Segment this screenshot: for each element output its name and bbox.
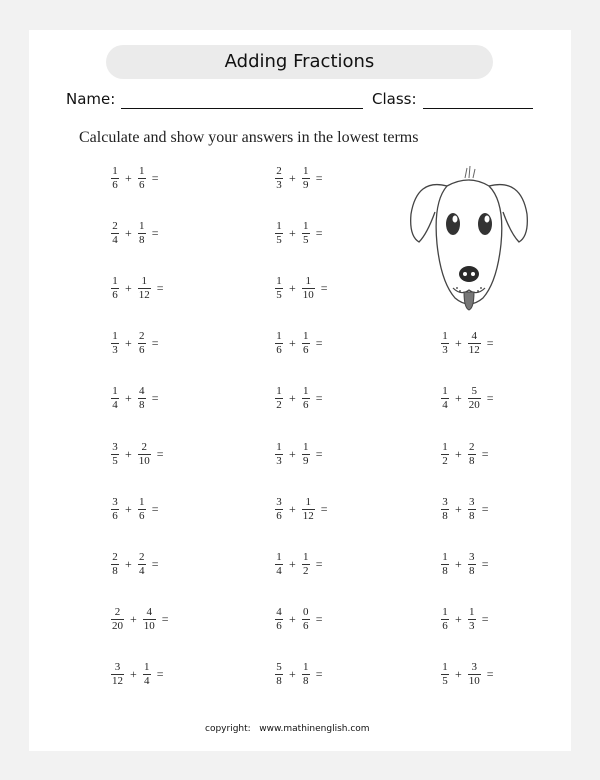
fraction-right	[143, 662, 151, 687]
footer	[205, 724, 370, 734]
denominator: 6	[276, 509, 282, 522]
fraction-right	[468, 331, 481, 356]
numerator: 1	[141, 274, 148, 287]
numerator: 1	[442, 330, 448, 343]
denominator: 6	[303, 344, 309, 357]
equals-sign: =	[156, 446, 164, 461]
website-link[interactable]: www.mathinenglish.com	[259, 724, 370, 734]
class-line[interactable]	[423, 108, 533, 109]
numerator: 1	[303, 661, 309, 674]
equals-sign: =	[156, 280, 164, 295]
numerator: 5	[276, 661, 282, 674]
denominator: 5	[276, 288, 282, 301]
denominator: 8	[469, 454, 475, 467]
fraction-right	[138, 276, 151, 301]
denominator: 2	[276, 399, 282, 412]
plus-sign: +	[130, 612, 137, 627]
fraction-right	[302, 221, 310, 246]
equals-sign: =	[486, 336, 494, 351]
fraction-left	[275, 442, 283, 467]
plus-sign: +	[125, 225, 132, 240]
plus-sign: +	[455, 612, 462, 627]
denominator: 8	[469, 509, 475, 522]
fraction-right	[302, 276, 315, 301]
numerator: 1	[139, 219, 145, 232]
denominator: 3	[469, 620, 475, 633]
fraction-right	[143, 607, 156, 632]
denominator: 5	[276, 233, 282, 246]
problem-item[interactable]	[439, 434, 493, 474]
problem-item[interactable]	[109, 268, 168, 308]
fraction-left	[275, 607, 283, 632]
equals-sign: =	[315, 556, 323, 571]
plus-sign: +	[125, 556, 132, 571]
denominator: 12	[302, 509, 314, 522]
fraction-left	[441, 552, 449, 577]
plus-sign: +	[455, 501, 462, 516]
equals-sign: =	[481, 501, 489, 516]
numerator: 1	[276, 330, 282, 343]
fraction-right	[468, 552, 476, 577]
denominator: 8	[469, 564, 475, 577]
numerator: 3	[112, 495, 118, 508]
fraction-right	[138, 386, 146, 411]
numerator: 3	[469, 495, 475, 508]
fraction-right	[468, 497, 476, 522]
fraction-left	[111, 442, 119, 467]
equals-sign: =	[486, 391, 494, 406]
fraction-left	[441, 662, 449, 687]
fraction-right	[138, 442, 151, 467]
fraction-right	[302, 386, 310, 411]
denominator: 6	[139, 178, 145, 191]
problem-item[interactable]	[273, 379, 327, 419]
denominator: 6	[112, 178, 118, 191]
plus-sign: +	[289, 170, 296, 185]
numerator: 1	[303, 164, 309, 177]
numerator: 4	[471, 330, 478, 343]
problem-item[interactable]	[273, 158, 327, 198]
fraction-right	[302, 552, 310, 577]
name-class-row	[66, 90, 536, 114]
plus-sign: +	[125, 501, 132, 516]
numerator: 4	[276, 606, 282, 619]
fraction-left	[275, 662, 283, 687]
fraction-right	[302, 607, 310, 632]
denominator: 8	[139, 233, 145, 246]
fraction-left	[275, 497, 283, 522]
numerator: 1	[276, 274, 282, 287]
problem-item[interactable]	[273, 655, 327, 695]
numerator: 1	[303, 330, 309, 343]
plus-sign: +	[289, 612, 296, 627]
numerator: 1	[303, 385, 309, 398]
fraction-left	[441, 607, 449, 632]
numerator: 0	[303, 606, 309, 619]
denominator: 9	[303, 454, 309, 467]
plus-sign: +	[289, 391, 296, 406]
fraction-left	[441, 442, 449, 467]
problem-item[interactable]	[439, 544, 493, 584]
plus-sign: +	[130, 667, 137, 682]
numerator: 1	[276, 550, 282, 563]
problem-item[interactable]	[109, 324, 163, 364]
numerator: 3	[471, 661, 478, 674]
equals-sign: =	[151, 391, 159, 406]
problem-item[interactable]	[273, 600, 327, 640]
plus-sign: +	[289, 556, 296, 571]
denominator: 5	[303, 233, 309, 246]
numerator: 1	[144, 661, 150, 674]
denominator: 6	[112, 509, 118, 522]
fraction-right	[468, 607, 476, 632]
problem-item[interactable]	[439, 379, 498, 419]
denominator: 8	[112, 564, 118, 577]
denominator: 4	[139, 564, 145, 577]
denominator: 10	[143, 620, 155, 633]
denominator: 8	[276, 675, 282, 688]
plus-sign: +	[125, 391, 132, 406]
equals-sign: =	[481, 556, 489, 571]
equals-sign: =	[151, 170, 159, 185]
worksheet-page	[29, 30, 571, 751]
problem-item[interactable]	[109, 379, 163, 419]
numerator: 1	[112, 274, 118, 287]
denominator: 3	[112, 344, 118, 357]
denominator: 5	[442, 675, 448, 688]
plus-sign: +	[289, 446, 296, 461]
numerator: 1	[112, 164, 118, 177]
equals-sign: =	[315, 336, 323, 351]
plus-sign: +	[289, 280, 296, 295]
fraction-left	[111, 276, 119, 301]
fraction-right	[138, 552, 146, 577]
fraction-right	[138, 331, 146, 356]
fraction-left	[111, 221, 119, 246]
equals-sign: =	[151, 501, 159, 516]
fraction-left	[111, 497, 119, 522]
plus-sign: +	[289, 501, 296, 516]
numerator: 1	[139, 495, 145, 508]
denominator: 6	[112, 288, 118, 301]
numerator: 1	[442, 550, 448, 563]
problem-item[interactable]	[109, 600, 173, 640]
equals-sign: =	[151, 225, 159, 240]
denominator: 2	[303, 564, 309, 577]
denominator: 3	[276, 178, 282, 191]
fraction-left	[275, 331, 283, 356]
numerator: 2	[112, 219, 118, 232]
denominator: 9	[303, 178, 309, 191]
numerator: 3	[114, 661, 121, 674]
fraction-left	[441, 331, 449, 356]
denominator: 8	[442, 564, 448, 577]
fraction-left	[111, 552, 119, 577]
problem-item[interactable]	[273, 268, 332, 308]
numerator: 1	[139, 164, 145, 177]
fraction-left	[111, 331, 119, 356]
dog-face-icon	[409, 164, 529, 334]
denominator: 10	[468, 675, 480, 688]
numerator: 4	[139, 385, 145, 398]
plus-sign: +	[125, 336, 132, 351]
denominator: 4	[112, 399, 118, 412]
equals-sign: =	[315, 391, 323, 406]
numerator: 3	[442, 495, 448, 508]
numerator: 2	[112, 550, 118, 563]
fraction-left	[275, 276, 283, 301]
plus-sign: +	[125, 170, 132, 185]
plus-sign: +	[289, 667, 296, 682]
numerator: 2	[114, 606, 121, 619]
fraction-right	[302, 442, 310, 467]
denominator: 6	[276, 620, 282, 633]
equals-sign: =	[486, 667, 494, 682]
denominator: 4	[276, 564, 282, 577]
denominator: 2	[442, 454, 448, 467]
equals-sign: =	[161, 612, 169, 627]
numerator: 1	[305, 495, 312, 508]
problem-item[interactable]	[439, 489, 493, 529]
denominator: 10	[302, 288, 314, 301]
numerator: 2	[469, 440, 475, 453]
denominator: 12	[138, 288, 150, 301]
fraction-left	[275, 386, 283, 411]
denominator: 6	[139, 344, 145, 357]
denominator: 4	[112, 233, 118, 246]
equals-sign: =	[156, 667, 164, 682]
numerator: 2	[139, 330, 145, 343]
plus-sign: +	[289, 336, 296, 351]
denominator: 8	[303, 675, 309, 688]
name-line[interactable]	[121, 108, 363, 109]
fraction-right	[138, 166, 146, 191]
denominator: 3	[276, 454, 282, 467]
numerator: 1	[442, 440, 448, 453]
fraction-right	[138, 221, 146, 246]
fraction-right	[138, 497, 146, 522]
denominator: 3	[442, 344, 448, 357]
instruction-text: Calculate and show your answers in the lowest terms	[79, 129, 419, 146]
equals-sign: =	[315, 446, 323, 461]
problem-item[interactable]	[439, 655, 498, 695]
fraction-right	[468, 386, 481, 411]
fraction-left	[275, 552, 283, 577]
numerator: 1	[442, 385, 448, 398]
problem-item[interactable]	[109, 489, 163, 529]
denominator: 12	[112, 675, 123, 688]
problem-item[interactable]	[439, 600, 493, 640]
plus-sign: +	[455, 391, 462, 406]
denominator: 6	[442, 620, 448, 633]
problem-item[interactable]	[273, 434, 327, 474]
problem-item[interactable]	[273, 324, 327, 364]
numerator: 1	[112, 330, 118, 343]
equals-sign: =	[315, 667, 323, 682]
numerator: 1	[112, 385, 118, 398]
fraction-left	[441, 497, 449, 522]
equals-sign: =	[320, 280, 328, 295]
problem-item[interactable]	[109, 158, 163, 198]
denominator: 20	[112, 620, 123, 633]
plus-sign: +	[455, 446, 462, 461]
denominator: 6	[276, 344, 282, 357]
numerator: 1	[276, 385, 282, 398]
numerator: 1	[303, 550, 309, 563]
worksheet-title: Adding Fractions	[106, 45, 493, 79]
name-label: Name:	[66, 90, 116, 108]
plus-sign: +	[125, 446, 132, 461]
fraction-left	[275, 166, 283, 191]
denominator: 20	[468, 399, 480, 412]
fraction-left	[111, 607, 124, 632]
fraction-left	[275, 221, 283, 246]
numerator: 3	[112, 440, 118, 453]
equals-sign: =	[315, 225, 323, 240]
fraction-right	[468, 662, 481, 687]
numerator: 1	[442, 606, 448, 619]
equals-sign: =	[151, 556, 159, 571]
plus-sign: +	[455, 667, 462, 682]
denominator: 10	[138, 454, 150, 467]
problem-item[interactable]	[273, 489, 332, 529]
equals-sign: =	[315, 170, 323, 185]
numerator: 1	[305, 274, 312, 287]
plus-sign: +	[125, 280, 132, 295]
denominator: 12	[468, 344, 480, 357]
fraction-right	[302, 331, 310, 356]
problem-item[interactable]	[109, 213, 163, 253]
numerator: 2	[276, 164, 282, 177]
numerator: 1	[276, 440, 282, 453]
numerator: 1	[442, 661, 448, 674]
fraction-right	[302, 497, 315, 522]
fraction-left	[111, 166, 119, 191]
problem-item[interactable]	[273, 544, 327, 584]
equals-sign: =	[320, 501, 328, 516]
numerator: 3	[276, 495, 282, 508]
problem-item[interactable]	[109, 655, 168, 695]
fraction-left	[111, 662, 124, 687]
denominator: 6	[303, 399, 309, 412]
fraction-right	[302, 166, 310, 191]
problem-item[interactable]	[109, 434, 168, 474]
fraction-left	[111, 386, 119, 411]
equals-sign: =	[481, 446, 489, 461]
numerator: 1	[303, 440, 309, 453]
equals-sign: =	[315, 612, 323, 627]
numerator: 2	[139, 550, 145, 563]
numerator: 3	[469, 550, 475, 563]
copyright-label: copyright:	[205, 724, 251, 734]
plus-sign: +	[455, 336, 462, 351]
denominator: 6	[139, 509, 145, 522]
plus-sign: +	[289, 225, 296, 240]
problem-item[interactable]	[109, 544, 163, 584]
numerator: 5	[471, 385, 478, 398]
plus-sign: +	[455, 556, 462, 571]
numerator: 1	[303, 219, 309, 232]
numerator: 2	[141, 440, 148, 453]
problem-item[interactable]	[273, 213, 327, 253]
fraction-left	[441, 386, 449, 411]
denominator: 8	[442, 509, 448, 522]
numerator: 1	[276, 219, 282, 232]
denominator: 5	[112, 454, 118, 467]
numerator: 4	[146, 606, 153, 619]
equals-sign: =	[481, 612, 489, 627]
class-label: Class:	[372, 90, 417, 108]
numerator: 1	[469, 606, 475, 619]
equals-sign: =	[151, 336, 159, 351]
fraction-right	[468, 442, 476, 467]
denominator: 8	[139, 399, 145, 412]
denominator: 4	[144, 675, 150, 688]
denominator: 4	[442, 399, 448, 412]
fraction-right	[302, 662, 310, 687]
denominator: 6	[303, 620, 309, 633]
